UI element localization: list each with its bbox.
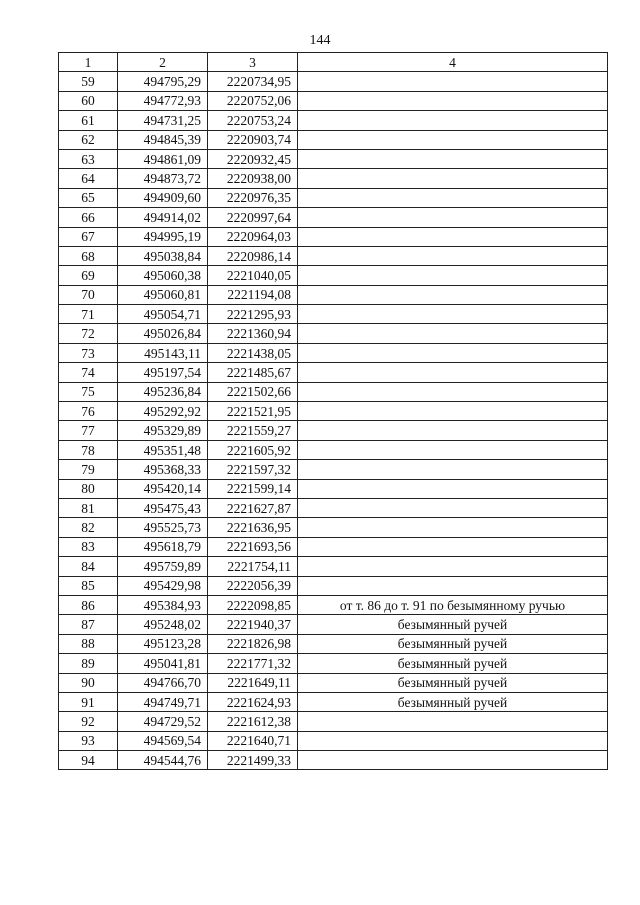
- x-coordinate-cell: 495026,84: [118, 324, 208, 343]
- table-row: [59, 72, 608, 91]
- note-cell: [298, 576, 608, 595]
- note-cell: безымянный ручей: [298, 654, 608, 673]
- y-coordinate-cell: 2221624,93: [208, 692, 298, 711]
- table-row: [59, 595, 608, 614]
- point-number-cell: 67: [59, 227, 118, 246]
- point-number-cell: 85: [59, 576, 118, 595]
- x-coordinate-cell: 495060,81: [118, 285, 208, 304]
- y-coordinate-cell: 2222098,85: [208, 595, 298, 614]
- table-header: [59, 53, 608, 72]
- y-coordinate-cell: 2220938,00: [208, 169, 298, 188]
- header-row: [59, 53, 608, 72]
- note-cell: [298, 712, 608, 731]
- point-number-cell: 91: [59, 692, 118, 711]
- note-cell: [298, 731, 608, 750]
- x-coordinate-cell: 494569,54: [118, 731, 208, 750]
- x-coordinate-cell: 495759,89: [118, 557, 208, 576]
- x-coordinate-cell: 495038,84: [118, 246, 208, 265]
- y-coordinate-cell: 2222056,39: [208, 576, 298, 595]
- point-number-cell: 80: [59, 479, 118, 498]
- y-coordinate-cell: 2221360,94: [208, 324, 298, 343]
- note-cell: безымянный ручей: [298, 615, 608, 634]
- table-row: [59, 479, 608, 498]
- x-coordinate-cell: 495197,54: [118, 363, 208, 382]
- x-coordinate-cell: 495351,48: [118, 440, 208, 459]
- point-number-cell: 72: [59, 324, 118, 343]
- x-coordinate-cell: 494845,39: [118, 130, 208, 149]
- x-coordinate-cell: 494873,72: [118, 169, 208, 188]
- note-cell: [298, 111, 608, 130]
- y-coordinate-cell: 2221693,56: [208, 537, 298, 556]
- note-cell: [298, 149, 608, 168]
- y-coordinate-cell: 2221636,95: [208, 518, 298, 537]
- x-coordinate-cell: 494731,25: [118, 111, 208, 130]
- note-cell: [298, 751, 608, 770]
- table-row: [59, 169, 608, 188]
- table-row: [59, 557, 608, 576]
- note-cell: от т. 86 до т. 91 по безымянному ручью: [298, 595, 608, 614]
- point-number-cell: 82: [59, 518, 118, 537]
- point-number-cell: 60: [59, 91, 118, 110]
- note-cell: [298, 324, 608, 343]
- y-coordinate-cell: 2220903,74: [208, 130, 298, 149]
- table-row: [59, 324, 608, 343]
- point-number-cell: 76: [59, 402, 118, 421]
- x-coordinate-cell: 494795,29: [118, 72, 208, 91]
- note-cell: [298, 285, 608, 304]
- x-coordinate-cell: 495123,28: [118, 634, 208, 653]
- point-number-cell: 92: [59, 712, 118, 731]
- point-number-cell: 78: [59, 440, 118, 459]
- point-number-cell: 75: [59, 382, 118, 401]
- note-cell: [298, 266, 608, 285]
- table-row: [59, 460, 608, 479]
- table-row: [59, 91, 608, 110]
- page-number: 144: [309, 33, 331, 48]
- table-row: [59, 305, 608, 324]
- table-row: [59, 537, 608, 556]
- x-coordinate-cell: 494909,60: [118, 188, 208, 207]
- y-coordinate-cell: 2221627,87: [208, 498, 298, 517]
- point-number-cell: 63: [59, 149, 118, 168]
- note-cell: [298, 246, 608, 265]
- y-coordinate-cell: 2220734,95: [208, 72, 298, 91]
- header-cell-1: 1: [59, 53, 118, 72]
- table-body: [59, 72, 608, 770]
- y-coordinate-cell: 2220753,24: [208, 111, 298, 130]
- point-number-cell: 88: [59, 634, 118, 653]
- table-row: [59, 130, 608, 149]
- note-cell: [298, 382, 608, 401]
- note-cell: [298, 479, 608, 498]
- x-coordinate-cell: 494766,70: [118, 673, 208, 692]
- point-number-cell: 93: [59, 731, 118, 750]
- table-row: [59, 615, 608, 634]
- y-coordinate-cell: 2221499,33: [208, 751, 298, 770]
- point-number-cell: 84: [59, 557, 118, 576]
- note-cell: [298, 518, 608, 537]
- table-row: [59, 440, 608, 459]
- point-number-cell: 71: [59, 305, 118, 324]
- y-coordinate-cell: 2221649,11: [208, 673, 298, 692]
- note-cell: [298, 91, 608, 110]
- x-coordinate-cell: 494995,19: [118, 227, 208, 246]
- x-coordinate-cell: 495041,81: [118, 654, 208, 673]
- note-cell: [298, 130, 608, 149]
- table-row: [59, 402, 608, 421]
- y-coordinate-cell: 2221640,71: [208, 731, 298, 750]
- table-row: [59, 285, 608, 304]
- y-coordinate-cell: 2220997,64: [208, 208, 298, 227]
- x-coordinate-cell: 494544,76: [118, 751, 208, 770]
- y-coordinate-cell: 2221605,92: [208, 440, 298, 459]
- point-number-cell: 74: [59, 363, 118, 382]
- table-row: [59, 498, 608, 517]
- table-row: [59, 363, 608, 382]
- x-coordinate-cell: 495525,73: [118, 518, 208, 537]
- y-coordinate-cell: 2220986,14: [208, 246, 298, 265]
- note-cell: безымянный ручей: [298, 692, 608, 711]
- y-coordinate-cell: 2221559,27: [208, 421, 298, 440]
- note-cell: [298, 227, 608, 246]
- note-cell: [298, 363, 608, 382]
- note-cell: [298, 169, 608, 188]
- point-number-cell: 90: [59, 673, 118, 692]
- point-number-cell: 81: [59, 498, 118, 517]
- x-coordinate-cell: 495384,93: [118, 595, 208, 614]
- x-coordinate-cell: 494749,71: [118, 692, 208, 711]
- table-row: [59, 188, 608, 207]
- point-number-cell: 69: [59, 266, 118, 285]
- y-coordinate-cell: 2221940,37: [208, 615, 298, 634]
- point-number-cell: 59: [59, 72, 118, 91]
- y-coordinate-cell: 2221754,11: [208, 557, 298, 576]
- y-coordinate-cell: 2221521,95: [208, 402, 298, 421]
- table-row: [59, 149, 608, 168]
- note-cell: [298, 208, 608, 227]
- x-coordinate-cell: 495054,71: [118, 305, 208, 324]
- table-row: [59, 421, 608, 440]
- point-number-cell: 66: [59, 208, 118, 227]
- x-coordinate-cell: 495429,98: [118, 576, 208, 595]
- point-number-cell: 70: [59, 285, 118, 304]
- x-coordinate-cell: 495329,89: [118, 421, 208, 440]
- point-number-cell: 89: [59, 654, 118, 673]
- table-row: [59, 246, 608, 265]
- x-coordinate-cell: 495248,02: [118, 615, 208, 634]
- table-row: [59, 692, 608, 711]
- table-row: [59, 634, 608, 653]
- y-coordinate-cell: 2221485,67: [208, 363, 298, 382]
- table-row: [59, 208, 608, 227]
- y-coordinate-cell: 2221295,93: [208, 305, 298, 324]
- header-cell-2: 2: [118, 53, 208, 72]
- table-row: [59, 731, 608, 750]
- point-number-cell: 65: [59, 188, 118, 207]
- table-row: [59, 576, 608, 595]
- table-row: [59, 654, 608, 673]
- table-row: [59, 751, 608, 770]
- table-row: [59, 227, 608, 246]
- note-cell: [298, 460, 608, 479]
- table-row: [59, 673, 608, 692]
- x-coordinate-cell: 495618,79: [118, 537, 208, 556]
- point-number-cell: 79: [59, 460, 118, 479]
- header-cell-4: 4: [298, 53, 608, 72]
- table-row: [59, 266, 608, 285]
- y-coordinate-cell: 2221502,66: [208, 382, 298, 401]
- x-coordinate-cell: 495060,38: [118, 266, 208, 285]
- point-number-cell: 68: [59, 246, 118, 265]
- note-cell: [298, 305, 608, 324]
- y-coordinate-cell: 2220976,35: [208, 188, 298, 207]
- point-number-cell: 73: [59, 343, 118, 362]
- note-cell: [298, 537, 608, 556]
- y-coordinate-cell: 2220752,06: [208, 91, 298, 110]
- note-cell: безымянный ручей: [298, 673, 608, 692]
- y-coordinate-cell: 2221040,05: [208, 266, 298, 285]
- x-coordinate-cell: 495368,33: [118, 460, 208, 479]
- x-coordinate-cell: 495236,84: [118, 382, 208, 401]
- point-number-cell: 94: [59, 751, 118, 770]
- point-number-cell: 62: [59, 130, 118, 149]
- table-row: [59, 343, 608, 362]
- x-coordinate-cell: 495143,11: [118, 343, 208, 362]
- x-coordinate-cell: 495292,92: [118, 402, 208, 421]
- table-row: [59, 111, 608, 130]
- y-coordinate-cell: 2221826,98: [208, 634, 298, 653]
- note-cell: [298, 343, 608, 362]
- note-cell: [298, 557, 608, 576]
- note-cell: [298, 498, 608, 517]
- point-number-cell: 87: [59, 615, 118, 634]
- x-coordinate-cell: 494729,52: [118, 712, 208, 731]
- table-row: [59, 382, 608, 401]
- x-coordinate-cell: 495420,14: [118, 479, 208, 498]
- y-coordinate-cell: 2221599,14: [208, 479, 298, 498]
- x-coordinate-cell: 494914,02: [118, 208, 208, 227]
- y-coordinate-cell: 2221612,38: [208, 712, 298, 731]
- x-coordinate-cell: 494861,09: [118, 149, 208, 168]
- y-coordinate-cell: 2221771,32: [208, 654, 298, 673]
- note-cell: [298, 440, 608, 459]
- point-number-cell: 61: [59, 111, 118, 130]
- y-coordinate-cell: 2221438,05: [208, 343, 298, 362]
- point-number-cell: 77: [59, 421, 118, 440]
- table-row: [59, 712, 608, 731]
- y-coordinate-cell: 2221194,08: [208, 285, 298, 304]
- note-cell: [298, 72, 608, 91]
- y-coordinate-cell: 2221597,32: [208, 460, 298, 479]
- x-coordinate-cell: 494772,93: [118, 91, 208, 110]
- coordinates-table: [58, 52, 608, 770]
- note-cell: [298, 421, 608, 440]
- note-cell: [298, 188, 608, 207]
- point-number-cell: 83: [59, 537, 118, 556]
- point-number-cell: 64: [59, 169, 118, 188]
- y-coordinate-cell: 2220932,45: [208, 149, 298, 168]
- note-cell: [298, 402, 608, 421]
- x-coordinate-cell: 495475,43: [118, 498, 208, 517]
- note-cell: безымянный ручей: [298, 634, 608, 653]
- point-number-cell: 86: [59, 595, 118, 614]
- header-cell-3: 3: [208, 53, 298, 72]
- y-coordinate-cell: 2220964,03: [208, 227, 298, 246]
- table-row: [59, 518, 608, 537]
